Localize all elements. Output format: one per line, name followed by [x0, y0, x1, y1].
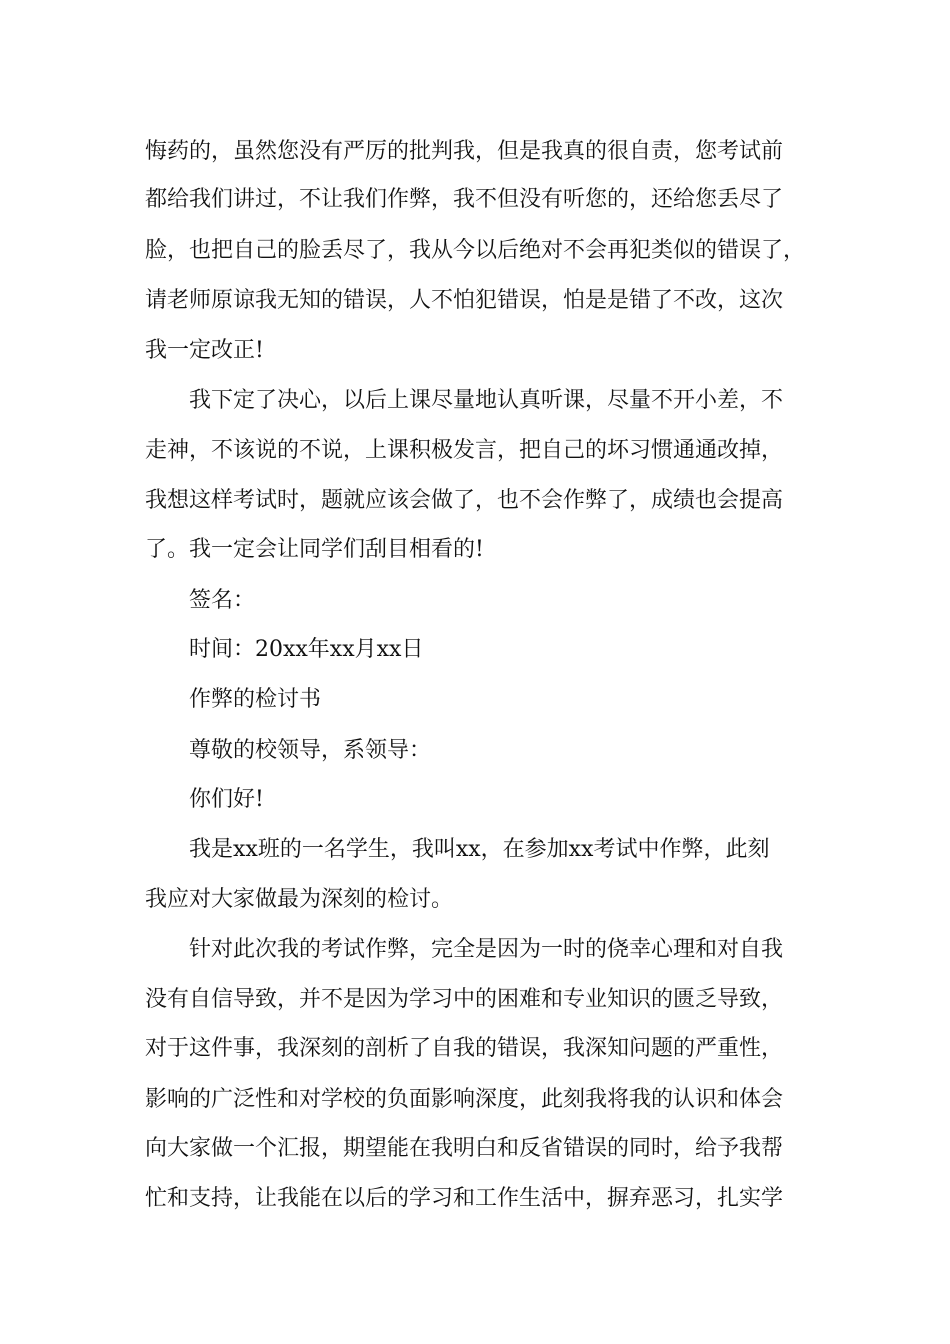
salutation: 尊敬的校领导，系领导： [189, 738, 432, 763]
text-line: 向大家做一个汇报，期望能在我明白和反省错误的同时，给予我帮 [145, 1136, 784, 1161]
text-line: 走神，不该说的不说，上课积极发言，把自己的坏习惯通通改掉， [145, 438, 784, 463]
text-line: 悔药的，虽然您没有严厉的批判我，但是我真的很自责，您考试前 [145, 139, 784, 164]
text-line: 我下定了决心，以后上课尽量地认真听课，尽量不开小差，不 [189, 388, 784, 413]
text-line: 针对此次我的考试作弊，完全是因为一时的侥幸心理和对自我 [189, 937, 784, 962]
signature-label: 签名： [189, 588, 256, 613]
text-line: 影响的广泛性和对学校的负面影响深度，此刻我将我的认识和体会 [145, 1087, 784, 1112]
text-line: 请老师原谅我无知的错误，人不怕犯错误，怕是是错了不改，这次 [145, 288, 784, 313]
section-title: 作弊的检讨书 [189, 687, 322, 712]
text-line: 对于这件事，我深刻的剖析了自我的错误，我深知问题的严重性， [145, 1036, 784, 1061]
text-line: 都给我们讲过，不让我们作弊，我不但没有听您的，还给您丢尽了 [145, 187, 784, 212]
date-line: 时间：20xx年xx月xx日 [189, 637, 424, 662]
text-line: 我应对大家做最为深刻的检讨。 [145, 887, 454, 912]
greeting: 你们好! [189, 787, 264, 812]
text-line: 我是xx班的一名学生，我叫xx，在参加xx考试中作弊，此刻 [189, 837, 770, 862]
text-line: 我一定改正! [145, 338, 264, 363]
text-line: 我想这样考试时，题就应该会做了，也不会作弊了，成绩也会提高 [145, 488, 784, 513]
text-line: 了。我一定会让同学们刮目相看的! [145, 537, 484, 562]
text-line: 脸，也把自己的脸丢尽了，我从今以后绝对不会再犯类似的错误了， [145, 238, 806, 263]
text-line: 忙和支持，让我能在以后的学习和工作生活中，摒弃恶习，扎实学 [145, 1186, 784, 1211]
text-line: 没有自信导致，并不是因为学习中的困难和专业知识的匮乏导致， [145, 987, 784, 1012]
